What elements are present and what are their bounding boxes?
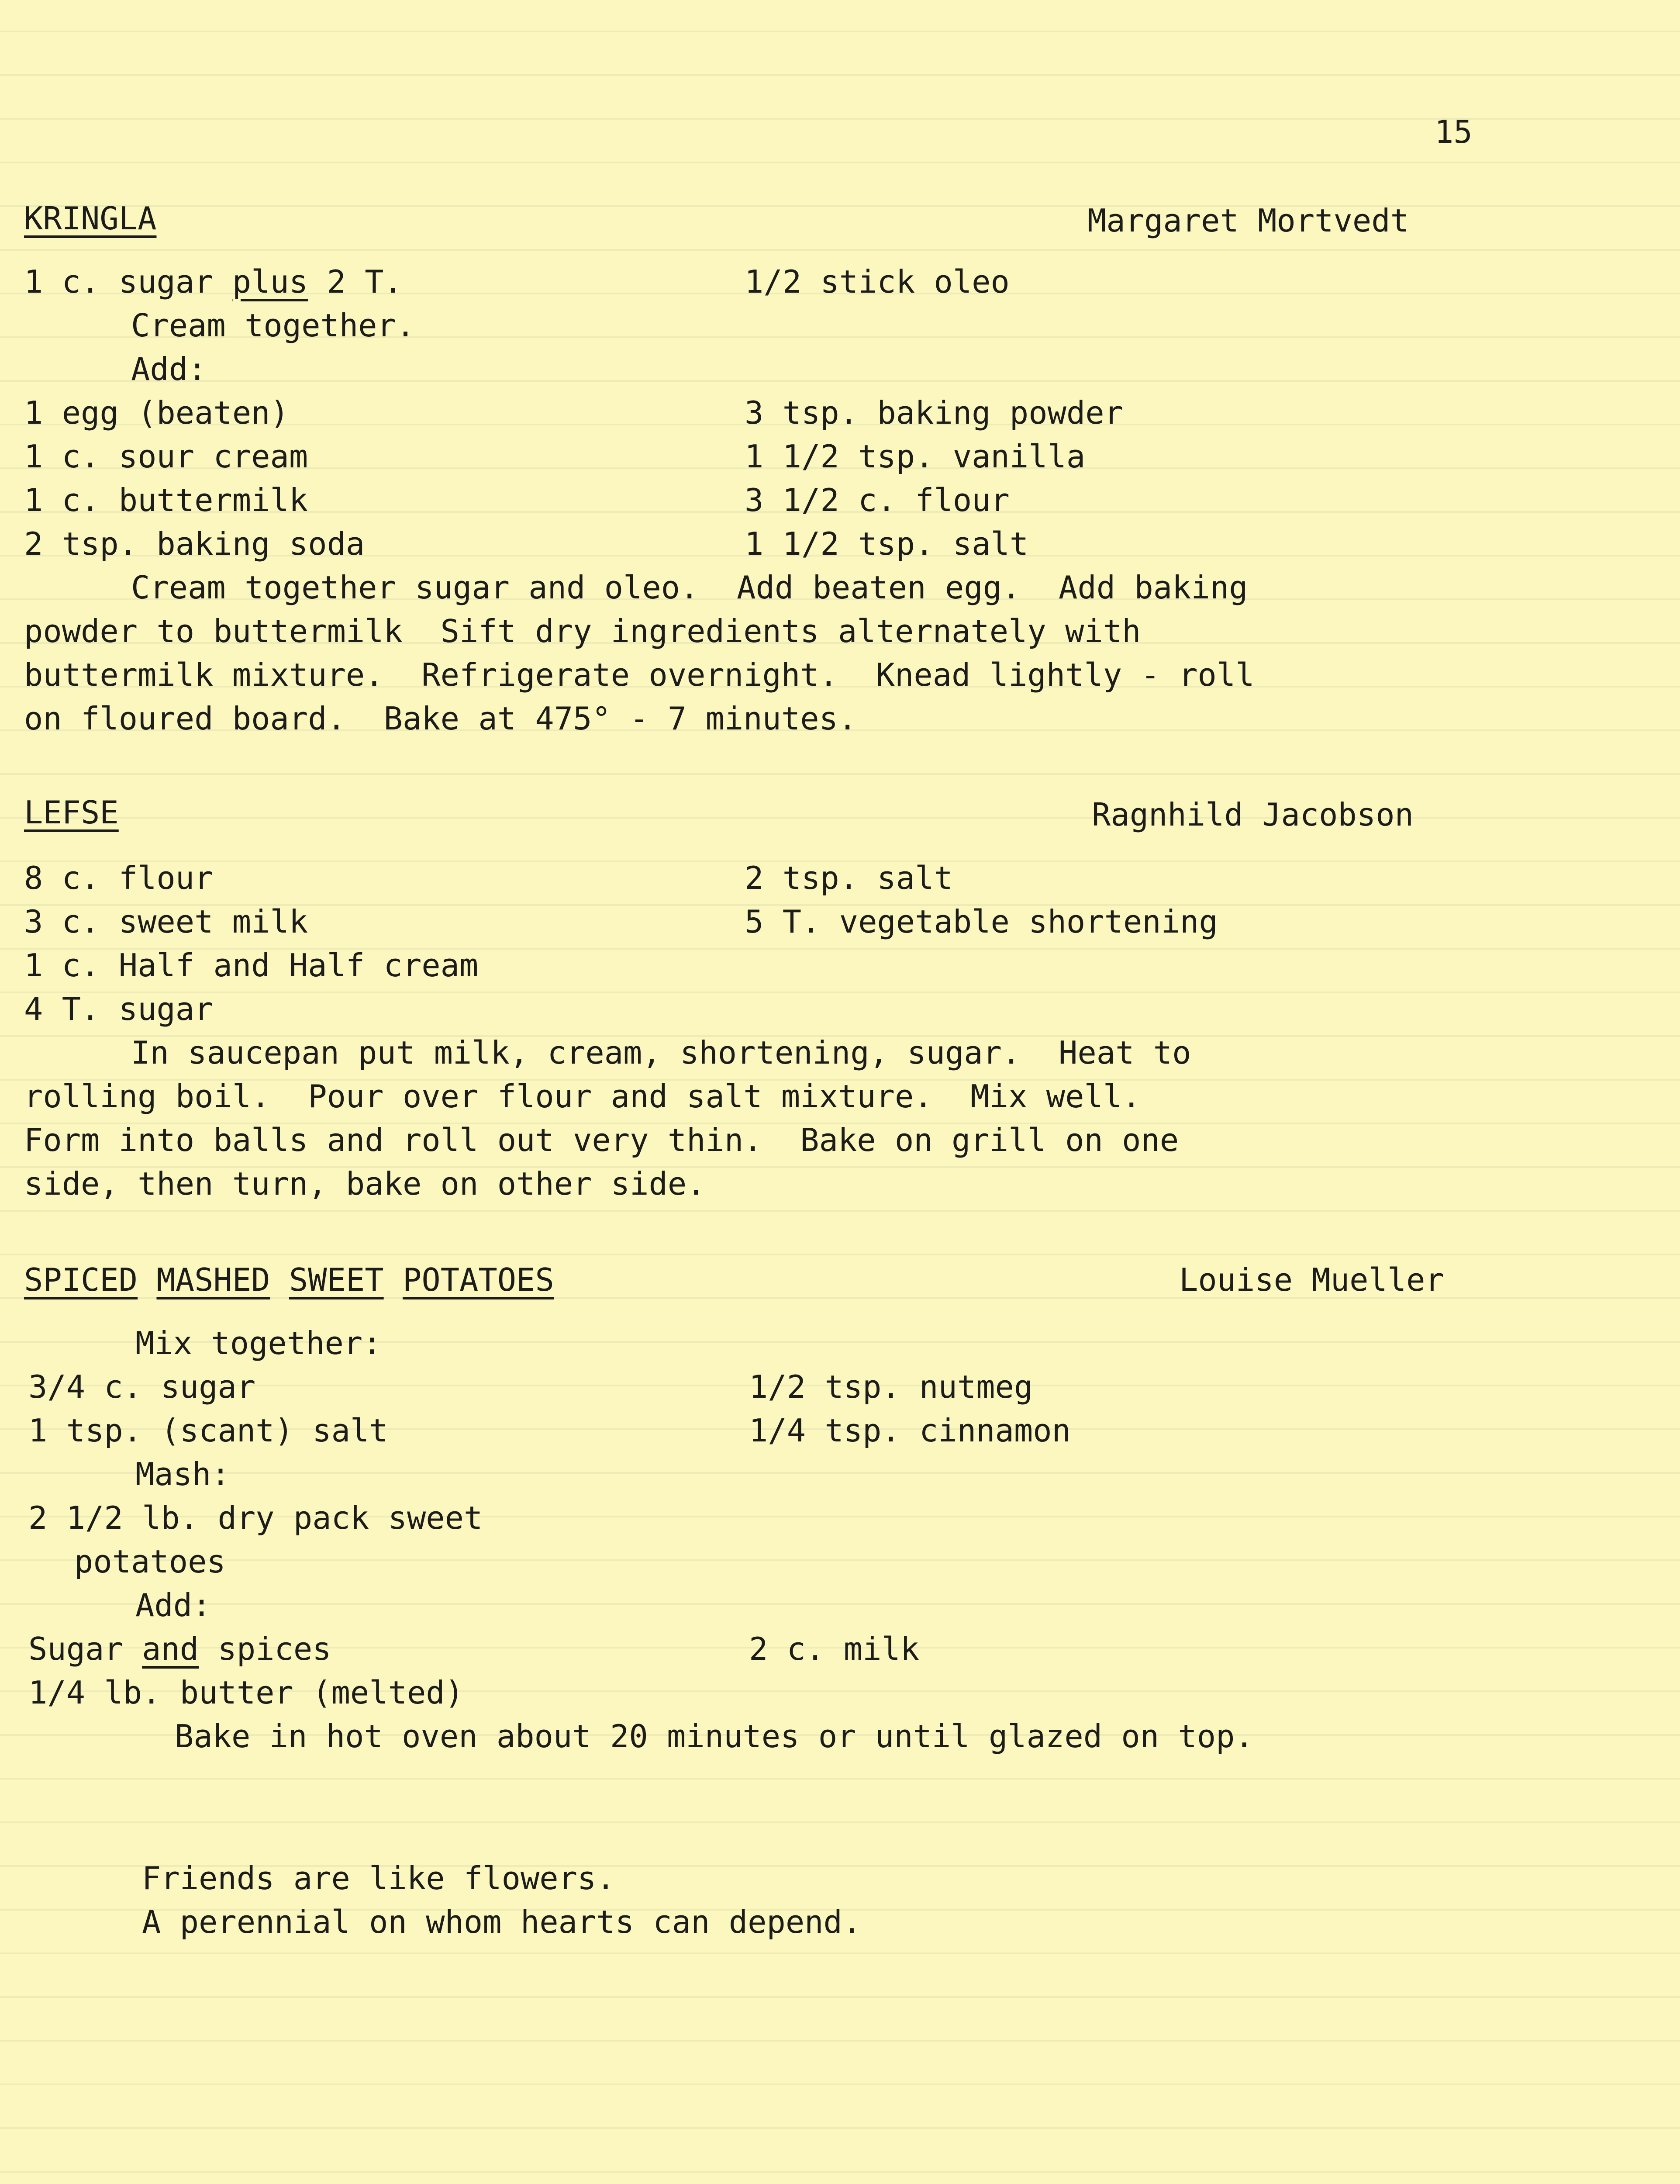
recipe-title-kringla: KRINGLA [24,200,157,237]
ingredient-line: 2 tsp. baking soda [24,525,365,562]
ingredient-line: 1 c. sugar plus 2 T. [24,263,403,300]
ingredient-line: 1 c. sour cream [24,438,308,475]
ingredient-line: 5 T. vegetable shortening [745,903,1218,940]
ingredient-line: 1/2 stick oleo [745,263,1010,300]
ingredient-line: 1 1/2 tsp. salt [745,525,1029,562]
ingredient-line: 1/4 tsp. cinnamon [749,1412,1071,1449]
directions-line: rolling boil. Pour over flour and salt mixture. Mix well. [24,1078,1141,1115]
ingredient-line: 1 c. buttermilk [24,482,308,518]
recipe-author-potatoes: Louise Mueller [1179,1261,1444,1298]
quote-line: Friends are like flowers. [142,1860,615,1897]
quote-line: A perennial on whom hearts can depend. [142,1904,862,1940]
step-label: Add: [131,351,207,387]
recipe-author-kringla: Margaret Mortvedt [1087,202,1409,239]
ingredient-line: 8 c. flour [24,860,214,896]
ingredient-line: 2 1/2 lb. dry pack sweet [28,1500,483,1536]
directions-line: Cream together sugar and oleo. Add beaten egg. Add baking [131,569,1248,606]
ingredient-line: 3/4 c. sugar [28,1368,256,1405]
directions-line: buttermilk mixture. Refrigerate overnight. Knead lightly - roll [24,657,1255,693]
ingredient-line: Sugar and spices [28,1631,331,1667]
ingredient-line: 1/4 lb. butter (melted) [28,1674,464,1711]
step-label: Cream together. [131,307,415,344]
step-label: Mix together: [135,1325,382,1362]
ingredient-line: 1/2 tsp. nutmeg [749,1368,1033,1405]
step-label: Mash: [135,1456,230,1493]
directions-line: on floured board. Bake at 475° - 7 minutes. [24,700,857,737]
directions-line: powder to buttermilk Sift dry ingredients alternately with [24,613,1141,650]
ingredient-line: 2 c. milk [749,1631,920,1667]
step-label: Add: [135,1587,211,1624]
directions-line: side, then turn, bake on other side. [24,1165,706,1202]
ingredient-line: 3 1/2 c. flour [745,482,1010,518]
ingredient-line: 1 c. Half and Half cream [24,947,479,984]
recipe-title-lefse: LEFSE [24,794,119,831]
directions-line: In saucepan put milk, cream, shortening, sugar. Heat to [131,1034,1191,1071]
recipe-author-lefse: Ragnhild Jacobson [1092,796,1414,833]
directions-line: Bake in hot oven about 20 minutes or until glazed on top. [175,1718,1254,1755]
ingredient-line: potatoes [74,1543,226,1580]
ingredient-line: 4 T. sugar [24,991,214,1027]
ingredient-line: 3 c. sweet milk [24,903,308,940]
ingredient-line: 1 tsp. (scant) salt [28,1412,388,1449]
ingredient-line: 1 egg (beaten) [24,394,289,431]
directions-line: Form into balls and roll out very thin. Bake on grill on one [24,1122,1179,1158]
ingredient-line: 3 tsp. baking powder [745,394,1123,431]
recipe-title-spiced-mashed-sweet-potatoes: SPICED MASHED SWEET POTATOES [24,1261,554,1298]
ingredient-line: 1 1/2 tsp. vanilla [745,438,1086,475]
page-number: 15 [1435,114,1473,150]
ingredient-line: 2 tsp. salt [745,860,953,896]
